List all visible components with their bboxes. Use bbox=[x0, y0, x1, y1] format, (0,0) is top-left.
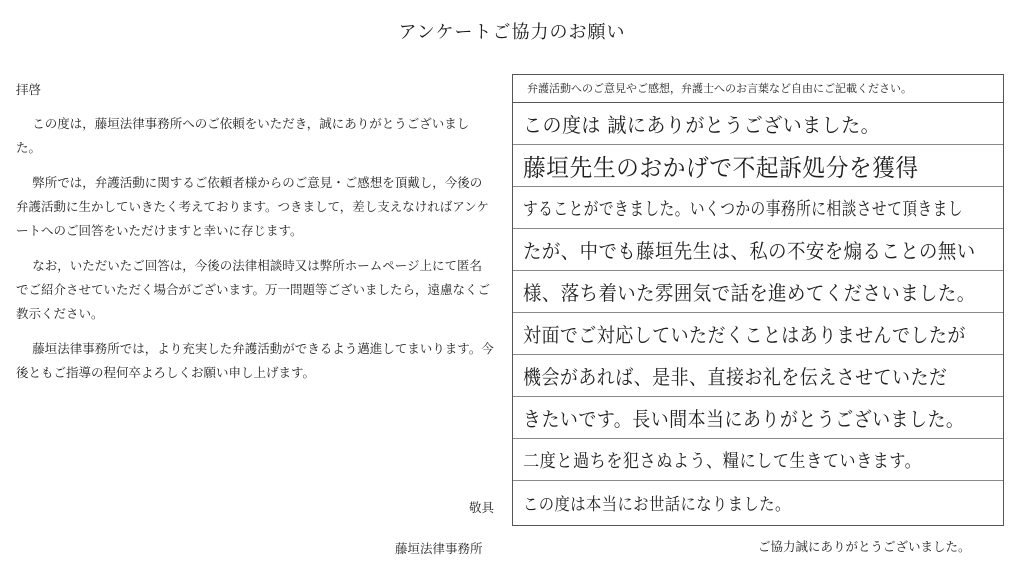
handwritten-text: この度は本当にお世話になりました。 bbox=[523, 494, 791, 515]
response-line bbox=[513, 313, 1003, 355]
handwritten-text: 様、落ち着いた雰囲気で話を進めてくださいました。 bbox=[523, 281, 976, 305]
handwritten-text: この度は 誠にありがとうございました。 bbox=[523, 113, 881, 137]
handwritten-response bbox=[513, 103, 1003, 523]
response-line bbox=[513, 439, 1003, 481]
survey-thanks: ご協力誠にありがとうございました。 bbox=[758, 539, 971, 554]
handwritten-text: きたいです。長い間本当にありがとうございました。 bbox=[523, 407, 965, 431]
letter-paragraph-1: この度は，藤垣法律事務所へのご依頼をいただき，誠にありがとうございました。 bbox=[16, 116, 470, 155]
letter-body bbox=[16, 78, 494, 396]
handwritten-text: 藤垣先生のおかげで不起訴処分を獲得 bbox=[523, 154, 919, 182]
survey-prompt: 弁護活動へのご意見やご感想，弁護士へのお言葉など自由にご記載ください。 bbox=[513, 75, 1003, 103]
letter-paragraph-4: 藤垣法律事務所では，より充実した弁護活動ができるよう邁進してまいります。今後ともご指導の程何卒よろしくお願い申し上げます。 bbox=[16, 341, 494, 380]
handwritten-text: 機会があれば、是非、直接お礼を伝えさせていただ bbox=[523, 365, 948, 389]
handwritten-text: 二度と過ちを犯さぬよう、糧にして生きていきます。 bbox=[523, 450, 922, 472]
page-title: アンケートご協力のお願い bbox=[398, 22, 626, 43]
response-line bbox=[513, 187, 1003, 229]
response-line bbox=[513, 481, 1003, 523]
letter-closing: 敬具 bbox=[468, 500, 494, 515]
letter-paragraph-2: 弊所では，弁護活動に関するご依頼者様からのご意見・ご感想を頂戴し，今後の弁護活動に生かしていきたく考えております。つきまして，差し支えなければアンケートへのご回答をいただけますと幸いに存じます。 bbox=[16, 175, 490, 238]
response-line bbox=[513, 103, 1003, 145]
response-line bbox=[513, 397, 1003, 439]
response-line bbox=[513, 229, 1003, 271]
response-line bbox=[513, 355, 1003, 397]
handwritten-text: たが、中でも藤垣先生は、私の不安を煽ることの無い bbox=[523, 239, 976, 263]
letter-paragraph-3: なお，いただいたご回答は，今後の法律相談時又は弊所ホームページ上にて匿名でご紹介させていただく場合がございます。万一問題等ございましたら，遠慮なくご教示ください。 bbox=[16, 258, 491, 321]
letter-signature: 藤垣法律事務所 bbox=[395, 541, 483, 556]
response-line bbox=[513, 145, 1003, 187]
letter-greeting: 拝啓 bbox=[16, 82, 42, 97]
survey-response-box bbox=[512, 74, 1004, 526]
response-line bbox=[513, 271, 1003, 313]
handwritten-text: 対面でご対応していただくことはありませんでしたが bbox=[523, 323, 966, 347]
handwritten-text: することができました。いくつかの事務所に相談させて頂きまし bbox=[523, 198, 963, 220]
